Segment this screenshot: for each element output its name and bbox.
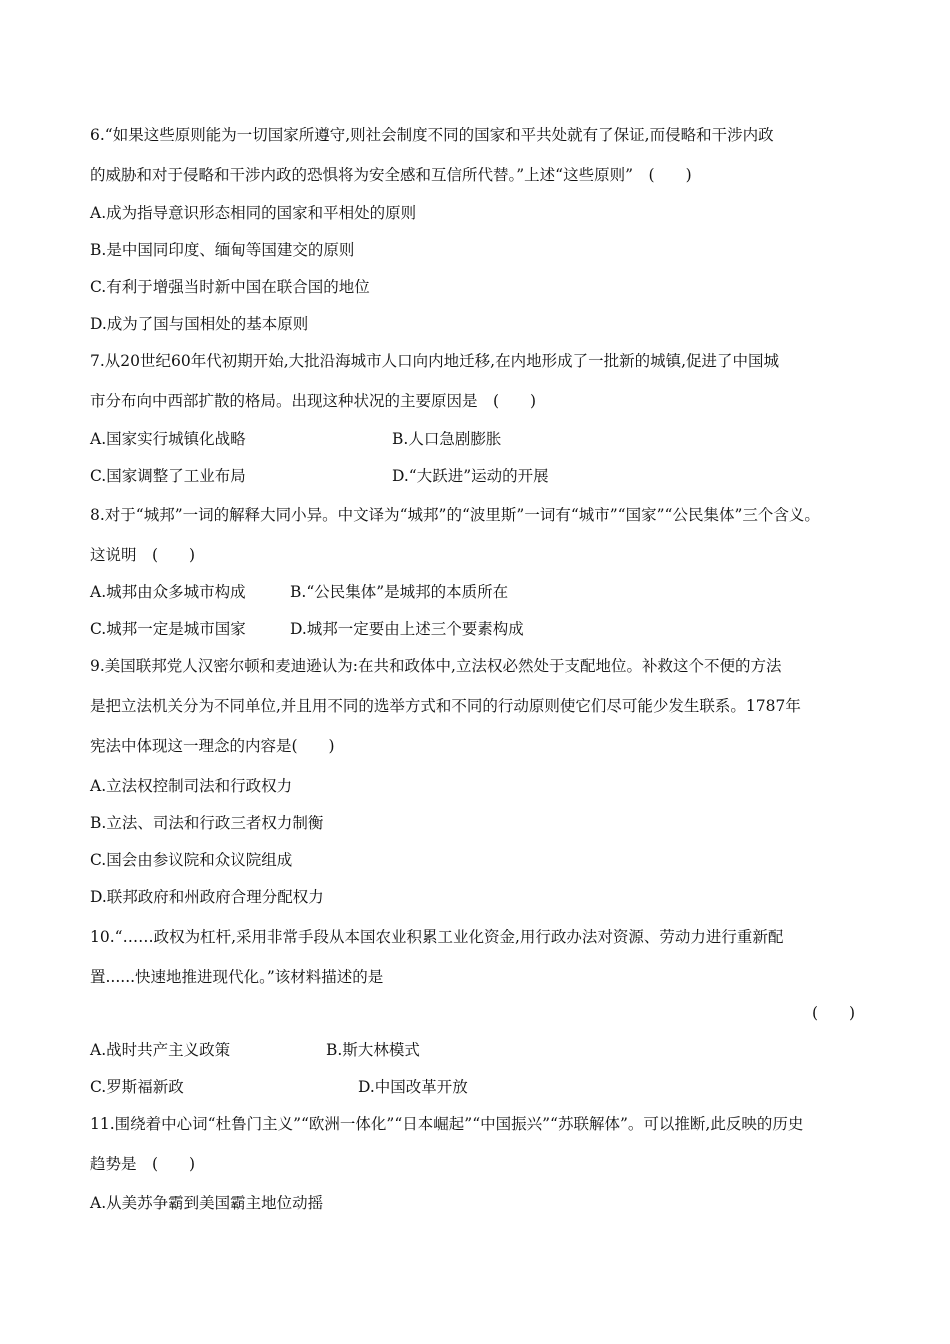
question-6-option-d: D.成为了国与国相处的基本原则 [90, 315, 309, 333]
question-10-option-b: B.斯大林模式 [326, 1041, 420, 1059]
question-9-option-b: B.立法、司法和行政三者权力制衡 [90, 814, 324, 832]
question-8-option-b: B.“公民集体”是城邦的本质所在 [290, 583, 509, 601]
question-11-line-2: 趋势是 ( ) [90, 1155, 196, 1173]
question-7-line-1: 7.从20世纪60年代初期开始,大批沿海城市人口向内地迁移,在内地形成了一批新的城镇,促进了中国城 [90, 352, 780, 370]
question-10-line-2: 置......快速地推进现代化。”该材料描述的是 [90, 968, 384, 986]
question-8-option-d: D.城邦一定要由上述三个要素构成 [290, 620, 524, 638]
question-9-option-a: A.立法权控制司法和行政权力 [90, 777, 293, 795]
question-10-line-1: 10.“……政权为杠杆,采用非常手段从本国农业积累工业化资金,用行政办法对资源、劳动力进行重新配 [90, 928, 784, 946]
question-8-option-c: C.城邦一定是城市国家 [90, 620, 246, 638]
question-6-option-b: B.是中国同印度、缅甸等国建交的原则 [90, 241, 355, 259]
question-6-line-1: 6.“如果这些原则能为一切国家所遵守,则社会制度不同的国家和平共处就有了保证,而侵略和干涉内政 [90, 126, 774, 144]
question-7-option-b: B.人口急剧膨胀 [392, 430, 502, 448]
question-7-option-d: D.“大跃进”运动的开展 [392, 467, 549, 485]
question-11-option-a: A.从美苏争霸到美国霸主地位动摇 [90, 1194, 324, 1212]
question-6-line-2: 的威胁和对于侵略和干涉内政的恐惧将为安全感和互信所代替。”上述“这些原则” ( ) [90, 166, 692, 184]
question-8-line-2: 这说明 ( ) [90, 546, 196, 564]
question-9-line-3: 宪法中体现这一理念的内容是( ) [90, 737, 335, 755]
question-7-option-a: A.国家实行城镇化战略 [90, 430, 246, 448]
question-10-option-d: D.中国改革开放 [358, 1078, 468, 1096]
question-9-line-2: 是把立法机关分为不同单位,并且用不同的选举方式和不同的行动原则使它们尽可能少发生联系。1787年 [90, 697, 801, 715]
question-7-option-c: C.国家调整了工业布局 [90, 467, 246, 485]
question-6-option-a: A.成为指导意识形态相同的国家和平相处的原则 [90, 204, 417, 222]
question-9-option-c: C.国会由参议院和众议院组成 [90, 851, 293, 869]
question-6-option-c: C.有利于增强当时新中国在联合国的地位 [90, 278, 370, 296]
question-11-line-1: 11.围绕着中心词“杜鲁门主义”“欧洲一体化”“日本崛起”“中国振兴”“苏联解体”。可以推断,此反映的历史 [90, 1115, 804, 1133]
question-10-option-a: A.战时共产主义政策 [90, 1041, 231, 1059]
question-9-line-1: 9.美国联邦党人汉密尔顿和麦迪逊认为:在共和政体中,立法权必然处于支配地位。补救这个不便的方法 [90, 657, 782, 675]
question-10-option-c: C.罗斯福新政 [90, 1078, 184, 1096]
question-7-line-2: 市分布向中西部扩散的格局。出现这种状况的主要原因是 ( ) [90, 392, 537, 410]
question-8-option-a: A.城邦由众多城市构成 [90, 583, 246, 601]
question-8-line-1: 8.对于“城邦”一词的解释大同小异。中文译为“城邦”的“波里斯”一词有“城市”“国家”“公民集体”三个含义。 [90, 506, 820, 524]
question-10-answer-paren: ( ) [812, 1004, 856, 1022]
question-9-option-d: D.联邦政府和州政府合理分配权力 [90, 888, 324, 906]
